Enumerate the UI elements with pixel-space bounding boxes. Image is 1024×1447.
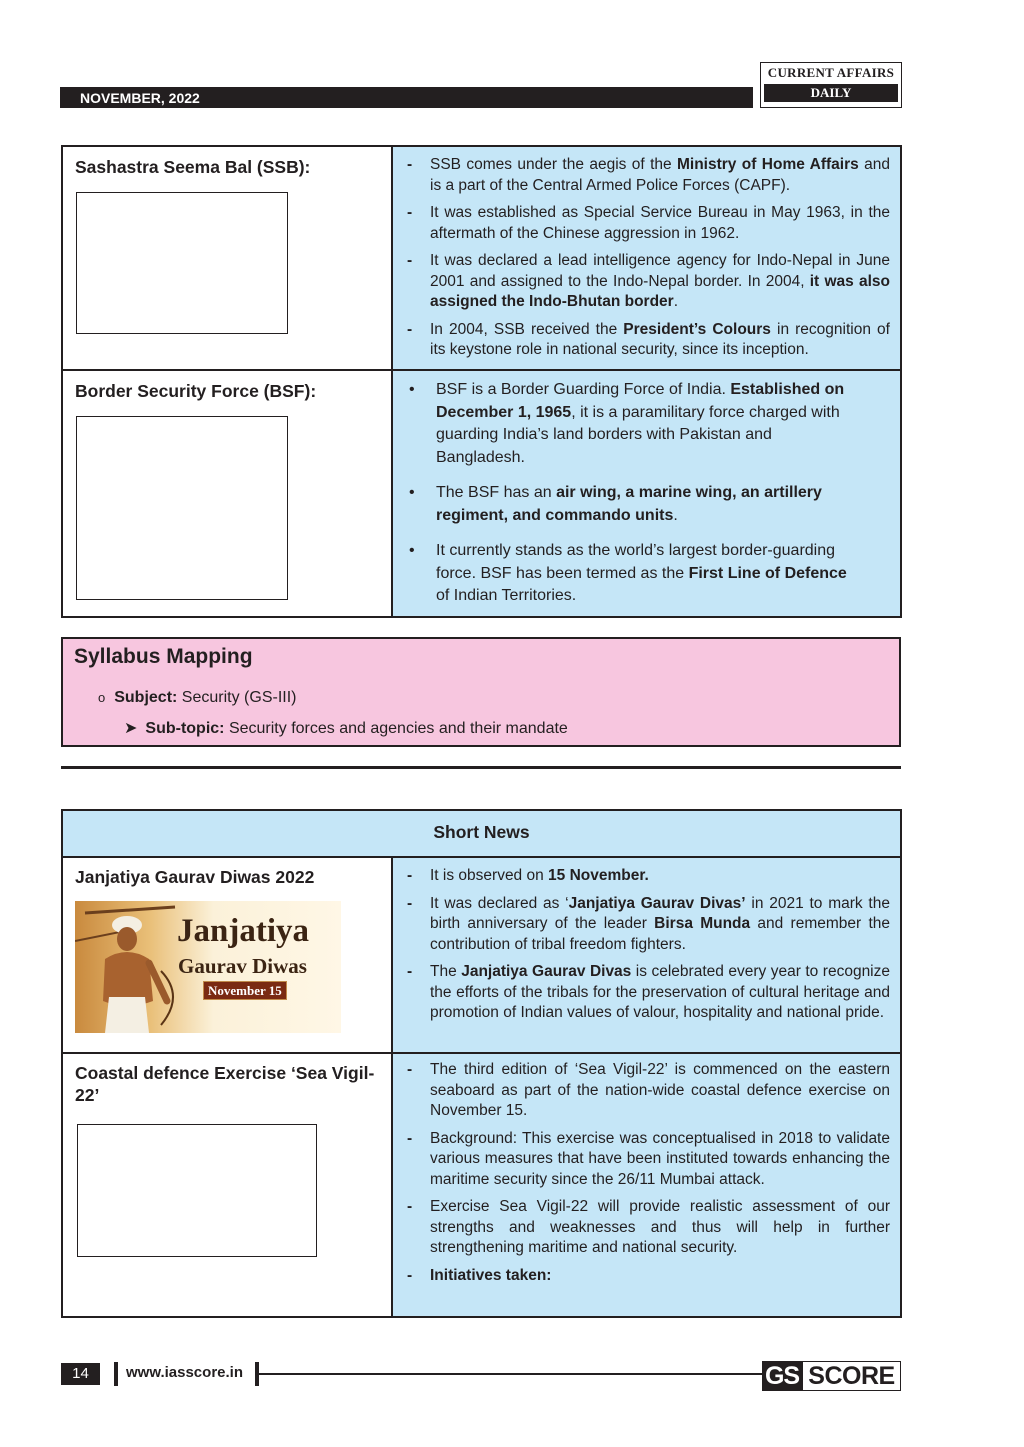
forces-row-divider [63, 369, 900, 371]
text-run: in recognition of its keystone role in national security, since its inception. [430, 320, 890, 358]
badge-current-affairs: CURRENT AFFAIRS [767, 65, 895, 80]
text-run: Ministry of Home Affairs [677, 156, 859, 173]
list-item [405, 1129, 890, 1191]
syllabus-subtopic [124, 718, 568, 738]
subtopic-label: Sub-topic: [145, 720, 225, 737]
text-run: Established on December 1, 1965 [436, 381, 845, 421]
text-run: . [673, 293, 679, 310]
text-run: Janjatiya Gaurav Divas’ [568, 894, 746, 912]
text-run: . [673, 506, 678, 524]
text-run: Birsa Munda [654, 915, 751, 932]
text-run: It is observed on [430, 867, 549, 884]
dot-bullet-icon: • [409, 542, 415, 559]
news-row-divider [63, 1052, 900, 1054]
list-item [405, 1266, 890, 1287]
syllabus-title: Syllabus Mapping [74, 645, 253, 668]
badge-daily: DAILY [764, 84, 898, 102]
dash-bullet-icon: - [407, 1061, 413, 1078]
bsf-points [405, 379, 860, 621]
list-item [405, 962, 890, 1024]
text-run: President’s Colours [623, 320, 771, 338]
list-item [405, 251, 890, 313]
list-item [405, 540, 860, 608]
text-run: 15 November. [548, 867, 649, 884]
list-item [405, 482, 860, 527]
dash-bullet-icon: - [407, 204, 413, 221]
bsf-image-placeholder [76, 416, 288, 600]
list-item [405, 866, 890, 887]
subtopic-value: Security forces and agencies and their mandate [224, 720, 568, 737]
text-run: of Indian Territories. [436, 587, 577, 604]
arrow-bullet-icon: ➤ [124, 720, 138, 737]
list-item [405, 1060, 890, 1122]
ssb-image-placeholder [76, 192, 288, 334]
sea-vigil-image-placeholder [77, 1124, 317, 1257]
text-run: Janjatiya Gaurav Divas [461, 963, 632, 980]
list-item [405, 1197, 890, 1259]
dash-bullet-icon: - [407, 320, 413, 338]
syllabus-subject [98, 689, 296, 707]
section-divider [61, 766, 901, 769]
circle-bullet-icon: o [98, 690, 106, 705]
text-run: and is a part of the Central Armed Police Forces (CAPF). [430, 156, 890, 194]
short-news-table [61, 809, 902, 1318]
short-news-heading: Short News [63, 811, 900, 858]
text-run: Background: This exercise was conceptualised in 2018 to validate various measures that have been instituted towards enhancing the maritime security since the 26/11 Mumbai attack. [430, 1129, 890, 1188]
sea-vigil-title: Coastal defence Exercise ‘Sea Vigil-22’ [75, 1063, 375, 1105]
text-run: Exercise Sea Vigil-22 will provide realistic assessment of our strengths and weaknesses and thus will help in further strengthening maritime and national security. [430, 1198, 890, 1256]
subject-label: Subject: [114, 689, 178, 706]
dash-bullet-icon: - [407, 156, 413, 173]
text-run: It currently stands as the world’s largest border-guarding force. BSF has been termed as the [436, 542, 836, 582]
text-run: it was also assigned the Indo-Bhutan border [430, 272, 890, 310]
logo-gs: GS [762, 1361, 802, 1391]
dash-bullet-icon: - [407, 1266, 413, 1284]
text-run: BSF is a Border Guarding Force of India. [436, 381, 731, 398]
text-run: First Line of Defence [688, 564, 847, 582]
banner-date-tag: November 15 [203, 981, 287, 1000]
ssb-title: Sashastra Seema Bal (SSB): [75, 157, 311, 177]
text-run: In 2004, SSB received the [430, 320, 624, 338]
janjatiya-title: Janjatiya Gaurav Diwas 2022 [75, 867, 315, 887]
list-item [405, 320, 890, 361]
dash-bullet-icon: - [407, 252, 413, 269]
list-item [405, 155, 890, 196]
footer-separator [114, 1362, 118, 1386]
text-run: It was declared a lead intelligence agency for Indo-Nepal in June 2001 and assigned to the Indo-Nepal border. In 2004, [430, 252, 890, 290]
text-run: and remember the contribution of tribal freedom fighters. [430, 915, 890, 953]
forces-table [61, 145, 902, 618]
gsscore-logo [762, 1361, 901, 1391]
dash-bullet-icon: - [407, 867, 413, 884]
text-run: The third edition of ‘Sea Vigil-22’ is commenced on the eastern seaboard as part of the nation-wide coastal defence exercise on November 15. [430, 1061, 890, 1119]
issue-date: NOVEMBER, 2022 [80, 90, 200, 106]
sea-vigil-points [405, 1060, 890, 1293]
dot-bullet-icon: • [409, 381, 415, 398]
logo-score: SCORE [802, 1361, 901, 1391]
text-run: SSB comes under the aegis of the [430, 156, 677, 173]
banner-title: Janjatiya [177, 913, 309, 949]
text-run: The BSF has an [436, 484, 557, 501]
bsf-title: Border Security Force (BSF): [75, 381, 317, 401]
page-number: 14 [61, 1363, 100, 1385]
text-run: , it is a paramilitary force charged with guarding India’s land borders with Pakistan and Bangladesh. [436, 403, 840, 466]
dash-bullet-icon: - [407, 1129, 413, 1147]
list-item [405, 379, 860, 469]
text-run: The [430, 963, 462, 980]
dot-bullet-icon: • [409, 484, 415, 501]
list-item [405, 894, 890, 956]
text-run: Initiatives taken: [430, 1266, 552, 1284]
dash-bullet-icon: - [407, 963, 413, 980]
subject-value: Security (GS-III) [177, 689, 297, 706]
text-run: air wing, a marine wing, an artillery regiment, and commando units [436, 484, 822, 524]
text-run: It was established as Special Service Bureau in May 1963, in the aftermath of the Chinese aggression in 1962. [430, 204, 890, 242]
text-run: in 2021 to mark the birth anniversary of the leader [430, 894, 890, 932]
dash-bullet-icon: - [407, 1198, 413, 1215]
ssb-points [405, 155, 890, 368]
banner-subtitle: Gaurav Diwas [178, 954, 307, 978]
text-run: is celebrated every year to recognize the efforts of the tribals for the preservation of cultural heritage and promotion of Indian values of valour, hospitality and national pride. [430, 963, 891, 1021]
list-item [405, 203, 890, 244]
dash-bullet-icon: - [407, 894, 413, 912]
janjatiya-points [405, 866, 890, 1031]
website-link[interactable]: www.iasscore.in [126, 1364, 243, 1381]
footer-line [259, 1373, 762, 1375]
text-run: It was declared as ‘ [430, 894, 569, 912]
